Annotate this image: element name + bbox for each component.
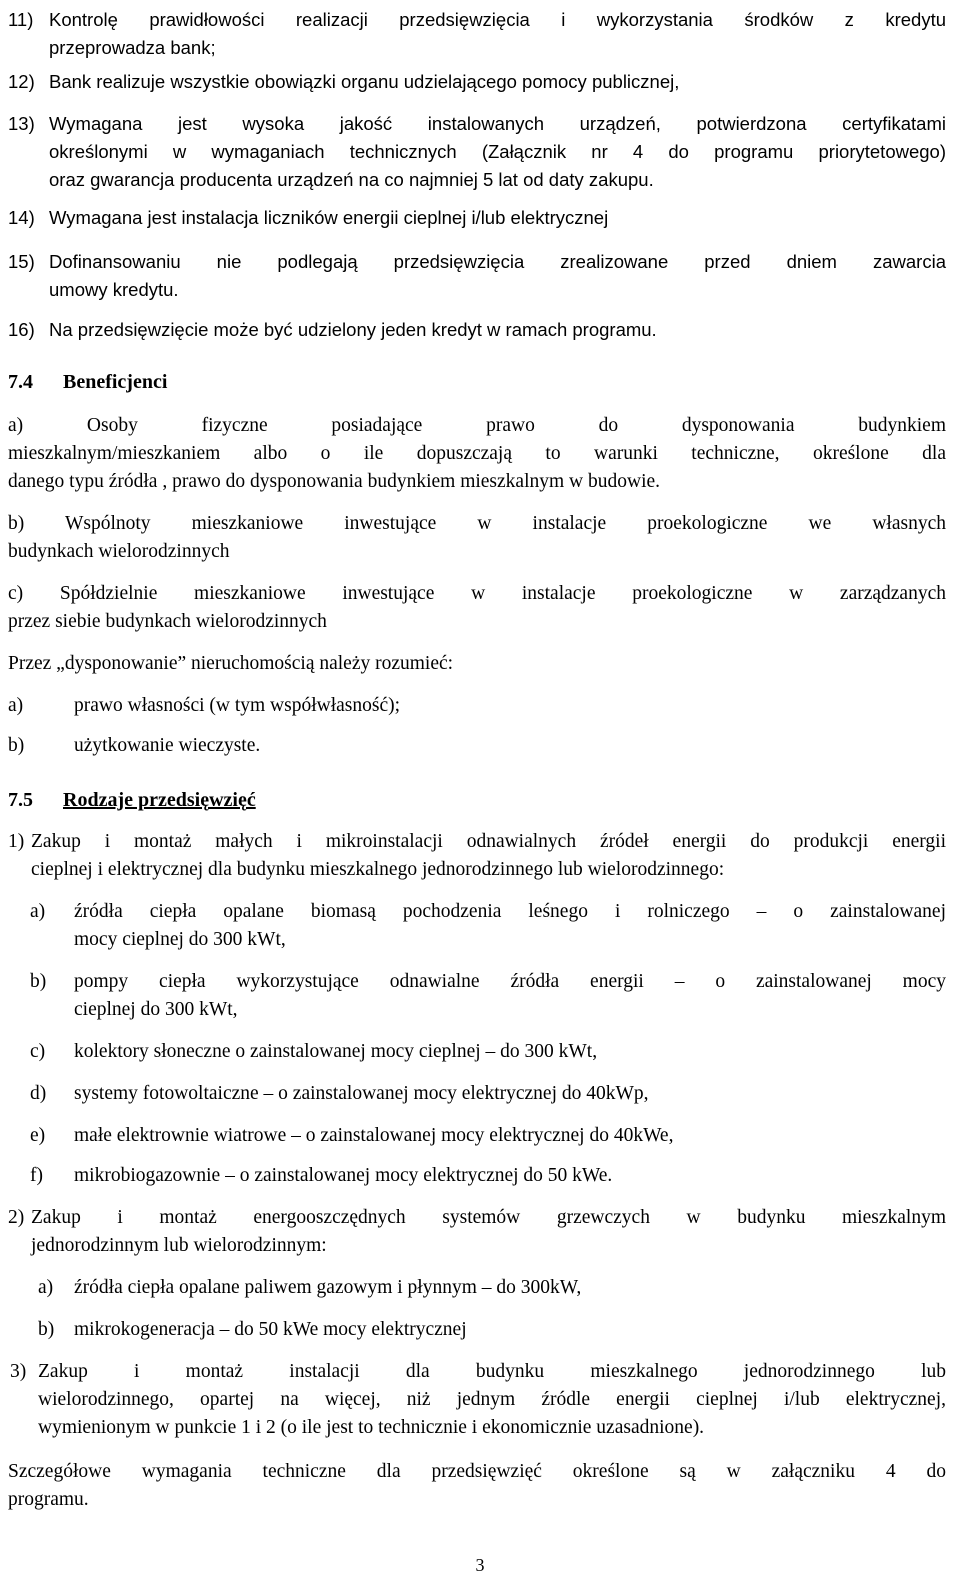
section-title: Rodzaje przedsięwzięć [63, 789, 256, 811]
item-line: źródła ciepła opalane biomasą pochodzenia leśnego i rolniczego – o zainstalowanej [74, 901, 946, 922]
paragraph-line: Szczegółowe wymagania techniczne dla przedsięwzięć określone są w załączniku 4 do [8, 1461, 946, 1482]
item-number: 15) [8, 251, 35, 272]
paragraph-line: przez siebie budynkach wielorodzinnych [8, 611, 327, 632]
item-letter: a) [30, 901, 46, 922]
item-line: określonymi w wymaganiach technicznych (Załącznik nr 4 do programu priorytetowego) [49, 141, 946, 162]
item-line: źródła ciepła opalane paliwem gazowym i płynnym – do 300kW, [74, 1277, 582, 1298]
item-line: mikrokogeneracja – do 50 kWe mocy elektrycznej [74, 1319, 467, 1340]
item-letter: a) [38, 1277, 54, 1298]
item-line: wymienionym w punkcie 1 i 2 (o ile jest to technicznie i ekonomicznie uzasadnione). [38, 1417, 705, 1438]
item-number: 13) [8, 113, 35, 134]
item-line: pompy ciepła wykorzystujące odnawialne źródła energii – o zainstalowanej mocy [74, 971, 946, 992]
item-letter: b) [30, 971, 47, 992]
item-letter: f) [30, 1165, 43, 1186]
item-line: Zakup i montaż małych i mikroinstalacji odnawialnych źródeł energii do produkcji energii [31, 831, 946, 852]
item-number: 2) [8, 1207, 25, 1228]
item-line: Zakup i montaż energooszczędnych systemów grzewczych w budynku mieszkalnym [31, 1207, 946, 1228]
paragraph-line: b) Wspólnoty mieszkaniowe inwestujące w instalacje proekologiczne we własnych [8, 513, 946, 534]
item-line: przeprowadza bank; [49, 37, 216, 58]
definition-intro [8, 650, 946, 678]
project-type-1-d [30, 1080, 946, 1108]
project-type-3 [10, 1358, 946, 1442]
item-number: 12) [8, 71, 35, 92]
item-letter: c) [30, 1041, 46, 1062]
item-text: prawo własności (w tym współwłasność); [74, 695, 401, 716]
item-line: mocy cieplnej do 300 kWt, [74, 929, 286, 950]
project-type-2-b [38, 1316, 946, 1344]
item-number: 3) [10, 1361, 27, 1382]
item-line: Wymagana jest wysoka jakość instalowanych urządzeń, potwierdzona certyfikatami [49, 113, 946, 134]
item-line: systemy fotowoltaiczne – o zainstalowanej mocy elektrycznej do 40kWp, [74, 1083, 649, 1104]
section-heading-7-4 [8, 368, 167, 396]
paragraph-line: a) Osoby fizyczne posiadające prawo do dysponowania budynkiem [8, 415, 946, 436]
item-letter: d) [30, 1083, 47, 1104]
item-letter: a) [8, 695, 24, 716]
list-item-12 [8, 68, 946, 96]
item-line: Kontrolę prawidłowości realizacji przedsięwzięcia i wykorzystania środków z kredytu [49, 9, 946, 30]
definition-item-b [8, 732, 946, 760]
project-type-1 [8, 828, 946, 884]
paragraph-line: programu. [8, 1489, 89, 1510]
definition-item-a [8, 692, 946, 720]
closing-paragraph [8, 1458, 946, 1514]
item-line: małe elektrownie wiatrowe – o zainstalowanej mocy elektrycznej do 40kWe, [74, 1125, 674, 1146]
item-number: 1) [8, 831, 25, 852]
item-number: 11) [8, 9, 34, 30]
beneficiary-c [8, 580, 946, 636]
item-line: jednorodzinnym lub wielorodzinnym: [31, 1235, 327, 1256]
item-line: oraz gwarancja producenta urządzeń na co najmniej 5 lat od daty zakupu. [49, 169, 654, 190]
list-item-15 [8, 248, 946, 304]
list-item-13 [8, 110, 946, 194]
beneficiary-a [8, 412, 946, 496]
item-line: Wymagana jest instalacja liczników energii cieplnej i/lub elektrycznej [49, 207, 609, 228]
item-letter: b) [38, 1319, 55, 1340]
item-line: kolektory słoneczne o zainstalowanej mocy cieplnej – do 300 kWt, [74, 1041, 598, 1062]
list-item-14 [8, 204, 946, 232]
item-line: Bank realizuje wszystkie obowiązki organu udzielającego pomocy publicznej, [49, 71, 680, 92]
list-item-16 [8, 316, 946, 344]
item-line: Zakup i montaż instalacji dla budynku mieszkalnego jednorodzinnego lub [38, 1361, 946, 1382]
item-line: wielorodzinnego, opartej na więcej, niż jednym źródle energii cieplnej i/lub elektrycznej, [38, 1389, 946, 1410]
item-line: cieplnej i elektrycznej dla budynku mieszkalnego jednorodzinnego lub wielorodzinnego: [31, 859, 725, 880]
section-heading-7-5 [8, 786, 256, 814]
item-line: Dofinansowaniu nie podlegają przedsięwzięcia zrealizowane przed dniem zawarcia [49, 251, 946, 272]
section-number: 7.4 [8, 371, 33, 393]
project-type-2 [8, 1204, 946, 1260]
item-number: 14) [8, 207, 35, 228]
section-title: Beneficjenci [63, 371, 168, 393]
paragraph-line: mieszkalnym/mieszkaniem albo o ile dopuszczają to warunki techniczne, określone dla [8, 443, 946, 464]
paragraph-line: Przez „dysponowanie” nieruchomością należy rozumieć: [8, 653, 454, 674]
project-type-1-c [30, 1038, 946, 1066]
item-line: mikrobiogazownie – o zainstalowanej mocy elektrycznej do 50 kWe. [74, 1165, 613, 1186]
paragraph-line: c) Spółdzielnie mieszkaniowe inwestujące w instalacje proekologiczne w zarządzanych [8, 583, 946, 604]
list-item-11 [8, 6, 946, 62]
item-text: użytkowanie wieczyste. [74, 735, 261, 756]
project-type-1-a [30, 898, 946, 954]
project-type-1-b [30, 968, 946, 1024]
paragraph-line: budynkach wielorodzinnych [8, 541, 230, 562]
paragraph-line: danego typu źródła , prawo do dysponowania budynkiem mieszkalnym w budowie. [8, 471, 661, 492]
beneficiary-b [8, 510, 946, 566]
item-line: cieplnej do 300 kWt, [74, 999, 238, 1020]
project-type-2-a [38, 1274, 946, 1302]
project-type-1-e [30, 1122, 946, 1150]
section-number: 7.5 [8, 789, 33, 811]
item-letter: b) [8, 735, 25, 756]
item-letter: e) [30, 1125, 46, 1146]
page-number: 3 [475, 1555, 485, 1575]
item-line: umowy kredytu. [49, 279, 179, 300]
item-number: 16) [8, 319, 35, 340]
project-type-1-f [30, 1162, 946, 1190]
item-line: Na przedsięwzięcie może być udzielony jeden kredyt w ramach programu. [49, 319, 657, 340]
